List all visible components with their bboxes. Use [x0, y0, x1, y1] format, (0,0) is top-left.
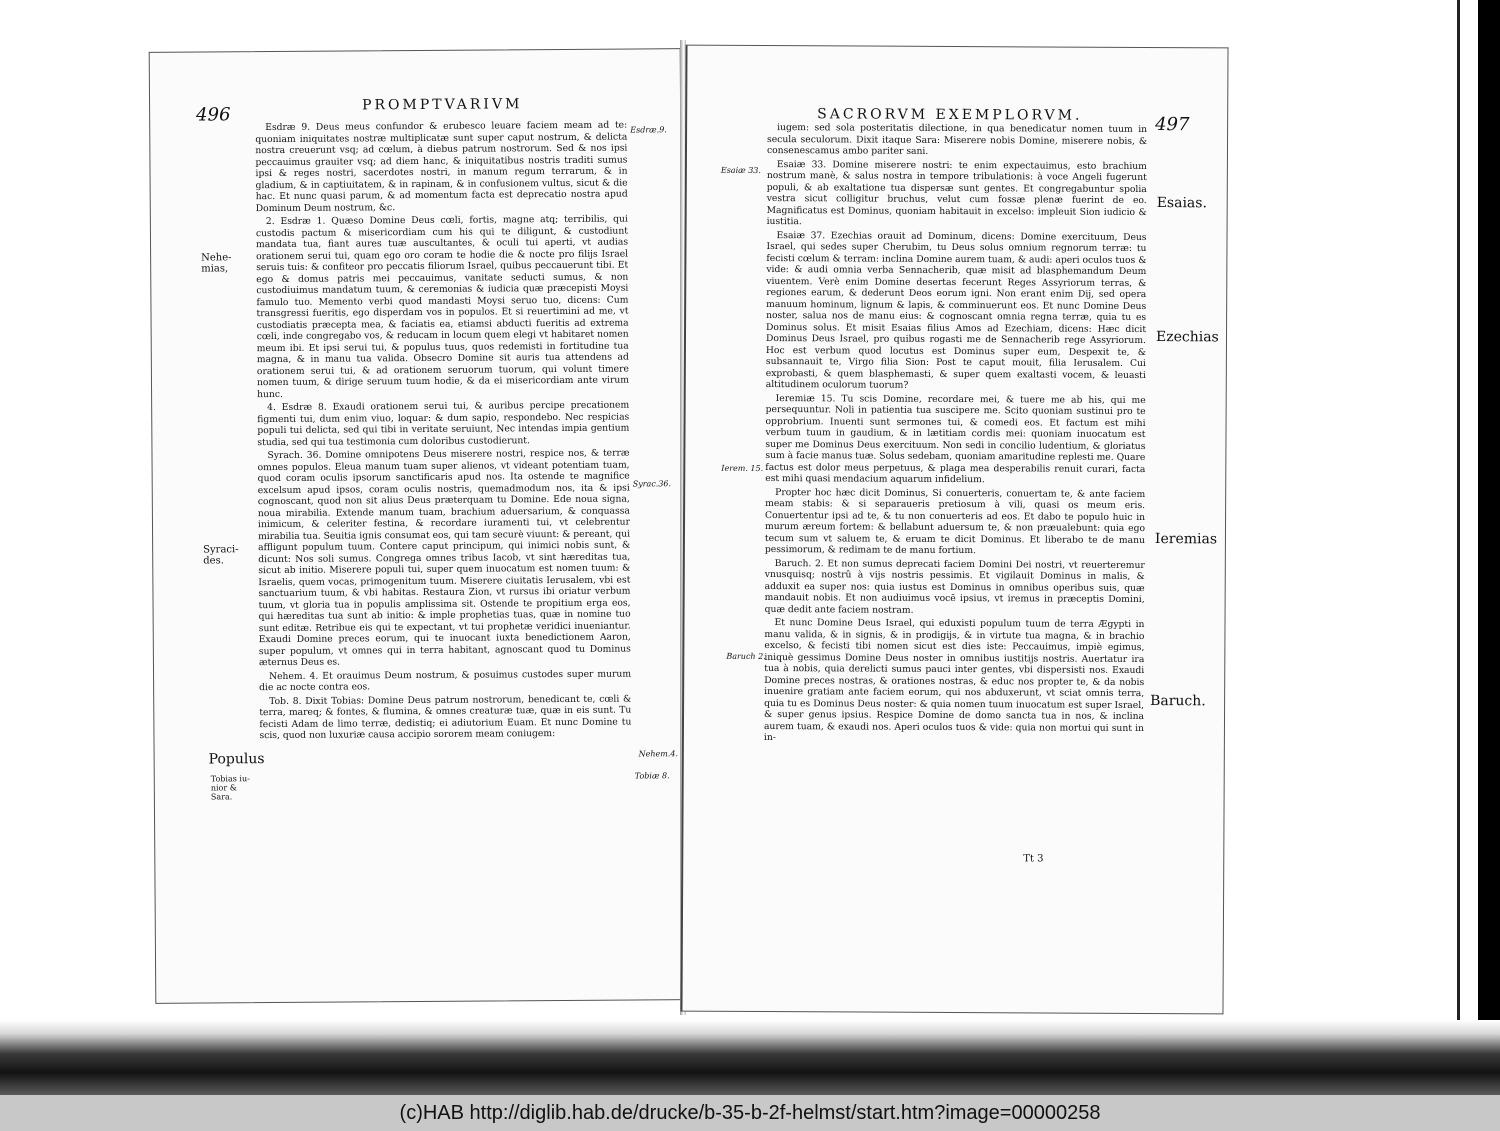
- margin-note-baruch2: Baruch 2.: [726, 651, 766, 662]
- left-paragraph: Syrach. 36. Domine omnipotens Deus miserere nostri, respice nos, & terræ omnes populos. Eleua manum tuam super alienos, vt videant potentiam tuam, quod coram oculis ipsorum sanctificaris apud nos. Ita ostende te magnifice excelsum apud ipsos, coram oculis nostris, quemadmodum nos, ita & ipsi cognoscant, quod non sit alius Deus præterquam tu Domine. Ede noua signa, noua mirabilia. Extende manum tuam, brachium aduersarium, & conquassa inimicum, & celeriter festina, & recordare iuramenti tui, vt celebrentur mirabilia tua. Seuitia ignis consumat eos, qui tam securè viuunt: & pereant, qui affligunt populum tuum. Contere caput principum, qui inimici nobis sunt, & dicunt: Nos soli sumus. Congrega omnes tribus Iacob, vt sint hæreditas tua, sicut ab initio. Miserere populi tui, super quem inuocatum est nomen tuum: & Israelis, quem vocas, primogenitum tuum. Miserere ciuitatis Ierusalem, vbi est sanctuarium tuum, & vbi habitas. Restaura Zion, vt rursus ibi oriatur verbum tuum, vt gloria tua in populis amplissima sit. Ostende te propitium erga eos, qui hæreditas tua sunt ab initio: & imple prophetias tuas, quæ in nomine tuo sunt editæ. Retribue eis qui te expectant, vt tui prophetæ veridici inueniantur. Exaudi Domine preces eorum, qui te inuocant iuxta benedictionem Aaron, super populum, vt omnes qui in terra habitant, agnoscant quod tu Dominus æternus Deus es.: [257, 447, 631, 669]
- margin-note-populus: Populus: [208, 751, 265, 768]
- left-running-head: PROMPTVARIVM: [362, 96, 523, 114]
- right-paragraph: Propter hoc hæc dicit Dominus, Si conuerteris, conuertam te, & ante faciem meam stabis: & si separaueris pretiosum à vili, quasi os meum eris. Conuertentur ipsi ad te, & tu non conuerteris ad eos. Et dabo te populo huic in murum æreum fortem: & bellabunt aduersum te, & non præualebunt: quia ego tecum sum vt saluem te, & eruam te dicit Dominus. Et liberabo te de manu pessimorum, & redimam te de manu fortium.: [764, 486, 1146, 557]
- left-page-number: 496: [196, 104, 231, 126]
- right-body-text: [764, 122, 1147, 747]
- margin-note-syracides: Syraci- des.: [203, 544, 239, 567]
- footer-credit-bar: [0, 1095, 1500, 1131]
- margin-note-baruch: Baruch.: [1150, 693, 1206, 710]
- footer-credit-text: (c)HAB http://diglib.hab.de/drucke/b-35-b-2f-helmst/start.htm?image=00000258: [399, 1101, 1101, 1124]
- margin-note-ierem15: Ierem. 15.: [721, 463, 764, 473]
- right-page: [680, 45, 1228, 1015]
- right-paragraph: Esaiæ 33. Domine miserere nostri: te enim expectauimus, esto brachium nostrum manè, & salus nostra in tempore tribulationis: à voce Angeli fugerunt populi, & ab exaltatione tua dispersæ sunt gentes. Et congregabuntur spolia vestra sicut colligitur bruchus, velut cum fossæ plenæ fuerint de eo. Magnificatus est Dominus, quoniam habitauit in excelso: impleuit Sion iudicio & iustitia.: [766, 158, 1147, 228]
- right-page-number: 497: [1155, 114, 1190, 136]
- left-page: [149, 48, 688, 1004]
- right-paragraph: Et nunc Domine Deus Israel, qui eduxisti populum tuum de terra Ægypti in manu valida, & in signis, & in prodigijs, & in virtute tua magna, & in brachio excelso, & fecisti tibi nomen sicut est dies iste: Peccauimus, impiè egimus, iniquè gessimus Domine Deus noster in omnibus iustitijs nostris. Auertatur ira tua à nobis, quia derelicti sumus pauci inter gentes, vbi dispersisti nos. Exaudi Domine preces nostras, & orationes nostras, & educ nos propter te, & da nobis inuenire gratiam ante faciem eorum, qui nos abduxerunt, vt sciat omnis terra, quia tu es Dominus Deus noster: & quia nomen tuum inuocatum est super Israel, & super genus ipsius. Respice Domine de domo sancta tua in nos, & inclina aurem tuam, & exaudi nos. Aperi oculos tuos & vide: quia non mortui qui sunt in in-: [763, 617, 1145, 744]
- right-running-head: SACRORVM EXEMPLORVM.: [817, 106, 1083, 124]
- scan-border: [1478, 0, 1500, 1030]
- margin-note-syrach36: Syrac.36.: [632, 479, 672, 489]
- margin-note-esaiae33: Esaiæ 33.: [720, 165, 761, 175]
- left-paragraph: Esdræ 9. Deus meus confundor & erubesco leuare faciem meam ad te: quoniam iniquitates nostræ multiplicatæ sunt super caput nostrum, & delicta nostra creuerunt vsq; ad cœlum, à diebus patrum nostrorum. Sed & nos ipsi peccauimus grauiter vsq; ad diem hanc, & iniquitatibus nostris traditi sumus ipsi & reges nostri, sacerdotes nostri, in manum regum terrarum, & in gladium, & in captiuitatem, & in rapinam, & in confusionem vultus, sicut & die hac. Et nunc quasi parum, & ad momentum facta est deprecatio nostra apud Dominum Deum nostrum, &c.: [255, 119, 628, 214]
- right-paragraph: iugem: sed sola posteritatis dilectione, in qua benedicatur nomen tuum in secula seculorum. Dixit itaque Sara: Miserere nobis Domine, miserere nobis, & consenescamus ambo pariter sani.: [766, 122, 1148, 157]
- margin-note-esdr9: Esdræ.9.: [630, 125, 667, 135]
- scan-edge-line: [1457, 0, 1460, 1030]
- margin-note-ieremias: Ieremias: [1154, 531, 1218, 548]
- margin-note-nehem4: Nehem.4.: [638, 749, 679, 759]
- margin-note-ezechias: Ezechias: [1155, 329, 1219, 346]
- right-paragraph: Esaiæ 37. Ezechias orauit ad Dominum, dicens: Domine exercituum, Deus Israel, qui sedes super Cherubim, tu Deus solus omnium regnorum terræ: tu fecisti cœlum & terram: inclina Domine aurem tuam, & audi: aperi oculos tuos & vide: & audi omnia verba Sennacherib, quæ misit ad blasphemandum Deum viuentem. Verè enim Domine desertas fecerunt Reges Assyriorum terras, & regiones earum, & dederunt Deos eorum igni. Non erant enim Dij, sed opera manuum hominum, lignum & lapis, & comminuerunt eos. Et nunc Domine Deus noster, salua nos de manu eius: & cognoscant omnia regna terræ, quia tu es Dominus solus. Et misit Esaias filius Amos ad Ezechiam, dicens: Hæc dicit Dominus Deus Israel, pro quibus rogasti me de Sennacherib rege Assyriorum. Hoc est verbum quod locutus est Dominus super eum, Despexit te, & subsannauit te, Virgo filia Sion: Post te caput mouit, filia Ierusalem. Cui exprobasti, & quem blasphemasti, & super quem exaltasti vocem, & leuasti altitudinem oculorum tuorum?: [765, 229, 1147, 391]
- left-body-text: [255, 120, 631, 744]
- right-paragraph: Baruch. 2. Et non sumus deprecati faciem Domini Dei nostri, vt reuerteremur vnusquisq; nostrû à vijs nostris pessimis. Et vigilauit Dominus in malis, & adduxit ea super nos: quia iustus est Dominus in omnibus operibus suis, quæ mandauit nobis. Et non audiuimus vocē ipsius, vt iremus in præceptis Domini, quæ dedit ante faciem nostram.: [764, 557, 1145, 616]
- right-paragraph: Ieremiæ 15. Tu scis Domine, recordare mei, & tuere me ab his, qui me persequuntur. Noli in patientia tua suscipere me. Scito quoniam sustinui pro te opprobrium. Inuenti sunt sermones tui, & comedi eos. Et factum est mihi verbum tuum in gaudium, & in lætitiam cordis mei: quoniam inuocatum est super me Dominus Deus exercituum. Non sedi in concilio ludentium, & gloriatus sum à facie manus tuæ. Solus sedebam, quoniam amaritudine replesti me. Quare factus est dolor meus perpetuus, & plaga mea desperabilis renuit curari, facta est mihi quasi mendacium aquarum infidelium.: [765, 392, 1146, 486]
- signature-mark: Tt 3: [1023, 853, 1044, 865]
- left-paragraph: Tob. 8. Dixit Tobias: Domine Deus patrum nostrorum, benedicant te, cœli & terra, mareq; & fontes, & flumina, & omnes creaturæ tuæ, quæ in eis sunt. Tu fecisti Adam de limo terræ, dedistiq; ei adiutorium Euam. Et nunc Domine tu scis, quod non luxuriæ causa accipio sororem meam coniugem:: [259, 693, 632, 742]
- scan-shadow: [0, 1020, 1500, 1095]
- margin-note-tobias: Tobias iu- nior & Sara.: [210, 774, 250, 802]
- margin-note-tob8: Tobiæ 8.: [634, 771, 670, 781]
- margin-note-nehemias: Nehe- mias,: [201, 252, 232, 275]
- left-paragraph: 4. Esdræ 8. Exaudi orationem serui tui, & auribus percipe precationem figmenti tui, dum enim viuo, loquar: & dum sapio, respondebo. Nec respicias populi tui delicta, sed qui tibi in veritate seruiunt, Nec intendas impia gentium studia, sed qui tua testimonia cum doloribus custodierunt.: [257, 399, 630, 448]
- left-paragraph: 2. Esdræ 1. Quæso Domine Deus cœli, fortis, magne atq; terribilis, qui custodis pactum & misericordiam cum his qui te diligunt, & custodiunt mandata tua, fiant aures tuæ auscultantes, & oculi tui aperti, vt audias orationem serui tui, quam ego oro coram te hodie die & nocte pro filijs Israel seruis tuis: & confiteor pro peccatis filiorum Israel, quibus peccauerunt tibi. Et ego & domus patris mei peccauimus, vanitate seducti sumus, & non custodiuimus mandatum tuum, & ceremonias & iudicia quæ præcepisti Moysi famulo tuo. Memento verbi quod mandasti Moysi seruo tuo, dicens: Cum transgressi fueritis, ego disperdam vos in populos. Et si reuertimini ad me, vt custodiatis præcepta mea, & faciatis ea, etiamsi abducti fueritis ad extrema cœli, inde congregabo vos, & reducam in locum quem elegi vt habitaret nomen meum ibi. Et ipsi serui tui, & populus tuus, quos redemisti in fortitudine tua magna, & in manu tua valida. Obsecro Domine sit auris tua attendens ad orationem serui tui, & ad orationem seruorum tuorum, qui volunt timere nomen tuum, & dirige seruum tuum hodie, & da ei misericordiam ante virum hunc.: [255, 213, 630, 400]
- margin-note-esaias: Esaias.: [1156, 195, 1207, 212]
- left-paragraph: Nehem. 4. Et orauimus Deum nostrum, & posuimus custodes super murum die ac nocte contra eos.: [259, 668, 632, 694]
